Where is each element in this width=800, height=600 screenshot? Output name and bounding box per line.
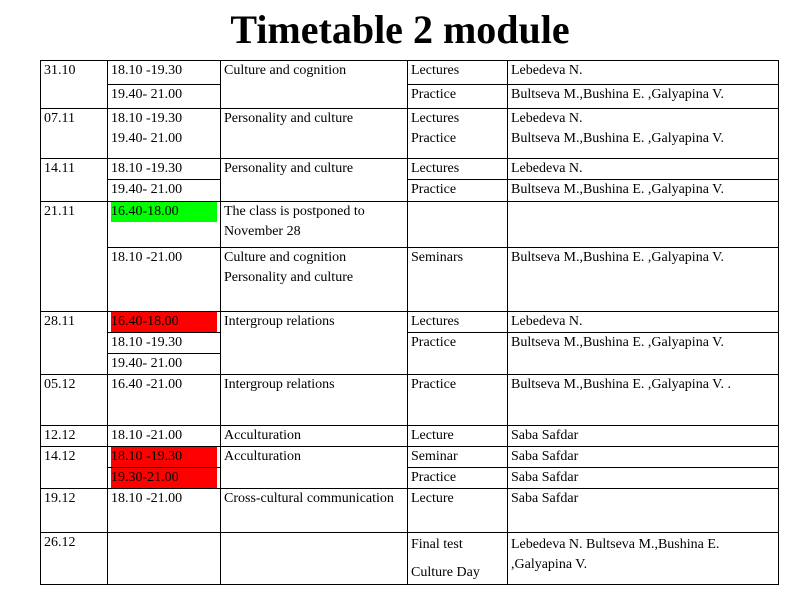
type-cell: Lectures <box>408 61 508 85</box>
type-cell: Practice <box>408 374 508 425</box>
type-cell: Lecture <box>408 488 508 532</box>
type-cell <box>408 532 508 584</box>
date-cell: 14.12 <box>41 446 108 467</box>
teacher-cell: Bultseva M.,Bushina E. ,Galyapina V. . <box>508 374 779 425</box>
table-row <box>41 446 779 467</box>
type-cell: Seminars <box>408 247 508 311</box>
type-cell <box>408 201 508 247</box>
date-cell <box>41 353 108 374</box>
date-cell: 05.12 <box>41 374 108 425</box>
time-text: 19.30-21.00 <box>111 468 217 488</box>
topic-cell: Acculturation <box>221 446 408 467</box>
date-cell: 07.11 <box>41 109 108 130</box>
teacher-cell: Saba Safdar <box>508 467 779 488</box>
time-cell: 19.40- 21.00 <box>108 129 221 158</box>
date-cell: 21.11 <box>41 201 108 247</box>
type-cell: Lecture <box>408 425 508 446</box>
date-cell: 26.12 <box>41 532 108 584</box>
table-row <box>41 247 779 311</box>
type-cell: Seminar <box>408 446 508 467</box>
table-row <box>41 467 779 488</box>
topic-cell: Personality and culture <box>221 158 408 179</box>
time-cell-highlighted <box>108 201 221 247</box>
topic-cell <box>221 129 408 158</box>
time-cell: 18.10 -21.00 <box>108 488 221 532</box>
topic-cell: Culture and cognition <box>221 61 408 85</box>
date-cell <box>41 467 108 488</box>
date-cell <box>41 247 108 311</box>
date-cell <box>41 332 108 353</box>
time-cell <box>108 532 221 584</box>
teacher-cell: Bultseva M.,Bushina E. ,Galyapina V. <box>508 332 779 353</box>
date-cell: 12.12 <box>41 425 108 446</box>
topic-cell <box>221 532 408 584</box>
date-cell <box>41 129 108 158</box>
date-cell: 28.11 <box>41 311 108 332</box>
date-cell: 19.12 <box>41 488 108 532</box>
time-cell: 18.10 -19.30 <box>108 332 221 353</box>
time-cell: 18.10 -19.30 <box>108 109 221 130</box>
time-cell-highlighted <box>108 446 221 467</box>
teacher-cell: Saba Safdar <box>508 425 779 446</box>
time-text: 16.40-18.00 <box>111 312 217 332</box>
teacher-cell: Saba Safdar <box>508 446 779 467</box>
time-cell: 18.10 -19.30 <box>108 61 221 85</box>
page-title: Timetable 2 module <box>230 7 570 52</box>
date-cell <box>41 179 108 201</box>
time-text: 16.40-18.00 <box>111 202 217 222</box>
teacher-cell: Lebedeva N. <box>508 311 779 332</box>
type-cell: Practice <box>408 332 508 353</box>
teacher-cell <box>508 353 779 374</box>
time-cell: 18.10 -21.00 <box>108 425 221 446</box>
topic-cell: Intergroup relations <box>221 374 408 425</box>
teacher-cell: Saba Safdar <box>508 488 779 532</box>
table-row <box>41 129 779 158</box>
table-row <box>41 374 779 425</box>
type-cell: Practice <box>408 179 508 201</box>
teacher-cell: Bultseva M.,Bushina E. ,Galyapina V. <box>508 129 779 158</box>
topic-cell: Personality and culture <box>221 109 408 130</box>
table-row <box>41 532 779 584</box>
topic-cell: Acculturation <box>221 425 408 446</box>
table-row <box>41 109 779 130</box>
teacher-cell: Lebedeva N. Bultseva M.,Bushina E. ,Galyapina V. <box>508 532 779 584</box>
teacher-cell: Lebedeva N. <box>508 61 779 85</box>
time-cell-highlighted <box>108 467 221 488</box>
time-cell: 18.10 -19.30 <box>108 158 221 179</box>
table-row <box>41 311 779 332</box>
teacher-cell: Lebedeva N. <box>508 158 779 179</box>
table-row <box>41 158 779 179</box>
type-text: Final test <box>411 536 463 552</box>
teacher-cell: Bultseva M.,Bushina E. ,Galyapina V. <box>508 247 779 311</box>
table-row <box>41 201 779 247</box>
table-row <box>41 425 779 446</box>
time-cell-highlighted <box>108 311 221 332</box>
type-cell: Practice <box>408 467 508 488</box>
date-cell: 31.10 <box>41 61 108 85</box>
type-cell: Practice <box>408 129 508 158</box>
culture-day-text: Culture Day <box>411 564 480 580</box>
teacher-cell: Lebedeva N. <box>508 109 779 130</box>
type-cell: Practice <box>408 85 508 109</box>
teacher-cell: Bultseva M.,Bushina E. ,Galyapina V. <box>508 179 779 201</box>
time-cell: 19.40- 21.00 <box>108 353 221 374</box>
type-cell: Lectures <box>408 109 508 130</box>
topic-cell <box>221 467 408 488</box>
date-cell: 14.11 <box>41 158 108 179</box>
date-cell <box>41 85 108 109</box>
table-row <box>41 85 779 109</box>
topic-cell <box>221 332 408 353</box>
teacher-cell <box>508 201 779 247</box>
table-row <box>41 179 779 201</box>
table-row <box>41 353 779 374</box>
topic-cell <box>221 179 408 201</box>
type-cell: Lectures <box>408 311 508 332</box>
table-row <box>41 488 779 532</box>
topic-cell: The class is postponed to November 28 <box>221 201 408 247</box>
topic-cell: Intergroup relations <box>221 311 408 332</box>
table-row <box>41 332 779 353</box>
time-cell: 18.10 -21.00 <box>108 247 221 311</box>
time-text: 18.10 -19.30 <box>111 447 217 467</box>
time-cell: 16.40 -21.00 <box>108 374 221 425</box>
topic-cell: Culture and cognition Personality and culture <box>221 247 408 311</box>
time-cell: 19.40- 21.00 <box>108 85 221 109</box>
topic-cell: Cross-cultural communication <box>221 488 408 532</box>
topic-cell <box>221 85 408 109</box>
teacher-cell: Bultseva M.,Bushina E. ,Galyapina V. <box>508 85 779 109</box>
table-row <box>41 61 779 85</box>
topic-cell <box>221 353 408 374</box>
type-cell <box>408 353 508 374</box>
timetable <box>40 60 779 585</box>
type-cell: Lectures <box>408 158 508 179</box>
time-cell: 19.40- 21.00 <box>108 179 221 201</box>
